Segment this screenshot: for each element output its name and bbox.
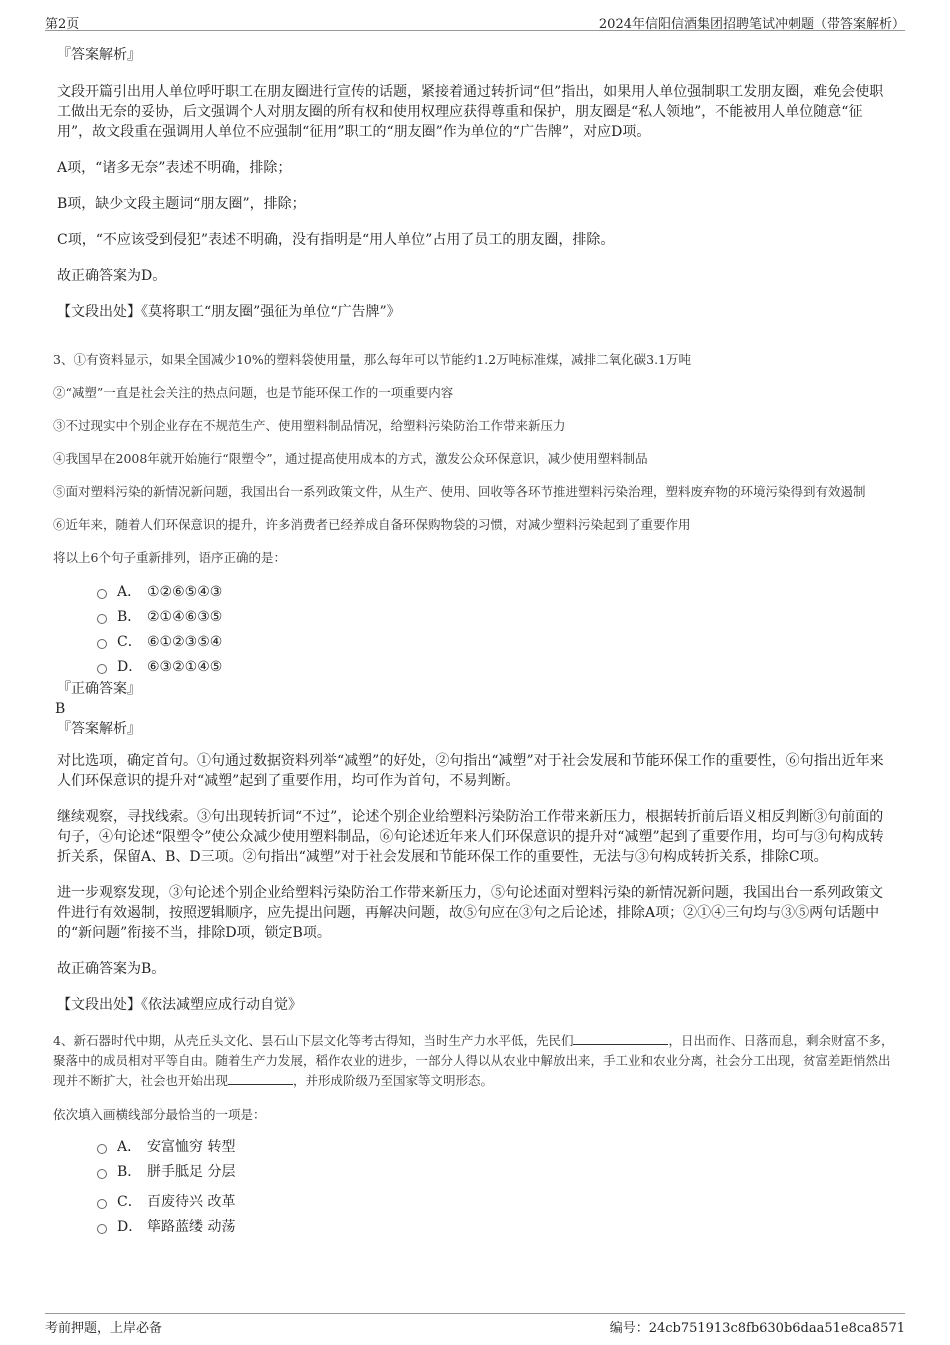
question-3-sentence-4: ④我国早在2008年就开始施行“限塑令”，通过提高使用成本的方式，激发公众环保意识，减少使用塑料制品 — [53, 451, 648, 466]
option-c[interactable]: C． 百废待兴 改革 — [97, 1192, 895, 1212]
analysis-tag: 『答案解析』 — [57, 721, 141, 737]
analysis-option-c: C项，“不应该受到侵犯”表述不明确，没有指明是“用人单位”占用了员工的朋友圈，排除。 — [57, 232, 615, 248]
fill-blank-1 — [573, 1032, 668, 1045]
question-3-sentence-2: ②“减塑”一直是社会关注的热点问题，也是节能环保工作的一项重要内容 — [53, 385, 454, 400]
analysis-conclusion: 故正确答案为D。 — [57, 268, 167, 284]
option-d[interactable]: D． ⑥③②①④⑤ — [97, 657, 895, 677]
question-4-stem: 4、新石器时代中期，从壳丘头文化、昙石山下层文化等考古得知，当时生产力水平低，先民们 ，日出而作、日落而息，剩余财富不多，聚落中的成员相对平等自由。随着生产力发展，稻作农业的进步，一部分人得以从农业中解放出来，手工业和农业分离，社会分工出现，贫富差距悄然出现并不断扩大，社会也开始出现 ，并形成阶级乃至国家等文明形态。 — [53, 1033, 894, 1088]
question-3-sentence-1: 3、①有资料显示，如果全国减少10%的塑料袋使用量，那么每年可以节能约1.2万吨标准煤，减排二氧化碳3.1万吨 — [53, 352, 691, 367]
correct-answer: B — [55, 701, 66, 717]
radio-icon[interactable] — [97, 664, 107, 674]
radio-icon[interactable] — [97, 1199, 107, 1209]
question-3-sentence-3: ③不过现实中个别企业存在不规范生产、使用塑料制品情况，给塑料污染防治工作带来新压力 — [53, 418, 566, 433]
analysis-paragraph: 继续观察，寻找线索。③句出现转折词“不过”，论述个别企业给塑料污染防治工作带来新压力，根据转折前后语义相反判断③句前面的句子，④句论述“限塑令”使公众减少使用塑料制品，⑥句论述近年来人们环保意识的提升对“减塑”起到了重要作用，均可与③句构成转折关系，保留A、B、D三项。②句指出“减塑”对于社会发展和节能环保工作的重要性，无法与③句构成转折关系，排除C项。 — [57, 809, 884, 865]
analysis-conclusion: 故正确答案为B。 — [57, 961, 166, 977]
page-number: 第2页 — [45, 17, 80, 32]
analysis-paragraph: 文段开篇引出用人单位呼吁职工在朋友圈进行宣传的话题，紧接着通过转折词“但”指出，如果用人单位强制职工发朋友圈，难免会使职工做出无奈的妥协，后文强调个人对朋友圈的所有权和使用权理应获得尊重和保护，朋友圈是“私人领地”，不能被用人单位随意“征用”，故文段重在强调用人单位不应强制“征用”职工的“朋友圈”作为单位的“广告牌”，对应D项。 — [57, 84, 884, 140]
document-title: 2024年信阳信酒集团招聘笔试冲刺题（带答案解析） — [598, 17, 905, 32]
analysis-paragraph: 对比选项，确定首句。①句通过数据资料列举“减塑”的好处，②句指出“减塑”对于社会发展和节能环保工作的重要性，⑥句指出近年来人们环保意识的提升对“减塑”起到了重要作用，均可作为首句，不易判断。 — [57, 753, 884, 789]
question-3-sentence-6: ⑥近年来，随着人们环保意识的提升，许多消费者已经养成自备环保购物袋的习惯，对减少塑料污染起到了重要作用 — [53, 517, 691, 532]
radio-icon[interactable] — [97, 639, 107, 649]
page-header — [45, 10, 905, 31]
question-3-prompt: 将以上6个句子重新排列，语序正确的是： — [53, 550, 286, 565]
option-c[interactable]: C． ⑥①②③⑤④ — [97, 632, 895, 652]
option-b[interactable]: B． 胼手胝足 分层 — [97, 1162, 895, 1182]
correct-answer-tag: 『正确答案』 — [57, 681, 141, 697]
option-b[interactable]: B． ②①④⑥③⑤ — [97, 607, 895, 627]
document-serial: 编号：24cb751913c8fb630b6daa51e8ca8571 — [609, 1321, 905, 1336]
question-3-sentence-5: ⑤面对塑料污染的新情况新问题，我国出台一系列政策文件，从生产、使用、回收等各环节推进塑料污染治理，塑料废弃物的环境污染得到有效遏制 — [53, 484, 866, 499]
question-4-prompt: 依次填入画横线部分最恰当的一项是： — [53, 1107, 266, 1122]
option-a[interactable]: A． 安富恤穷 转型 — [97, 1137, 895, 1157]
radio-icon[interactable] — [97, 1169, 107, 1179]
option-a[interactable]: A． ①②⑥⑤④③ — [97, 582, 895, 602]
radio-icon[interactable] — [97, 614, 107, 624]
source-citation: 【文段出处】《莫将职工“朋友圈”强征为单位“广告牌”》 — [57, 304, 401, 320]
footer-slogan: 考前押题，上岸必备 — [45, 1321, 163, 1336]
option-d[interactable]: D． 筚路蓝缕 动荡 — [97, 1217, 895, 1237]
analysis-paragraph: 进一步观察发现，③句论述个别企业给塑料污染防治工作带来新压力，⑤句论述面对塑料污染的新情况新问题，我国出台一系列政策文件进行有效遏制，按照逻辑顺序，应先提出问题，再解决问题，故⑤句应在③句之后论述，排除A项；②①④三句均与③⑤两句话题中的“新问题”衔接不当，排除D项，锁定B项。 — [57, 885, 883, 941]
analysis-option-a: A项，“诸多无奈”表述不明确，排除； — [57, 160, 292, 176]
analysis-option-b: B项，缺少文段主题词“朋友圈”，排除； — [57, 196, 306, 212]
analysis-tag: 『答案解析』 — [57, 47, 141, 63]
radio-icon[interactable] — [97, 1224, 107, 1234]
page-footer — [45, 1313, 905, 1334]
radio-icon[interactable] — [97, 589, 107, 599]
radio-icon[interactable] — [97, 1144, 107, 1154]
page-content — [53, 45, 895, 1242]
fill-blank-2 — [228, 1072, 293, 1085]
source-citation: 【文段出处】《依法减塑应成行动自觉》 — [57, 997, 302, 1013]
